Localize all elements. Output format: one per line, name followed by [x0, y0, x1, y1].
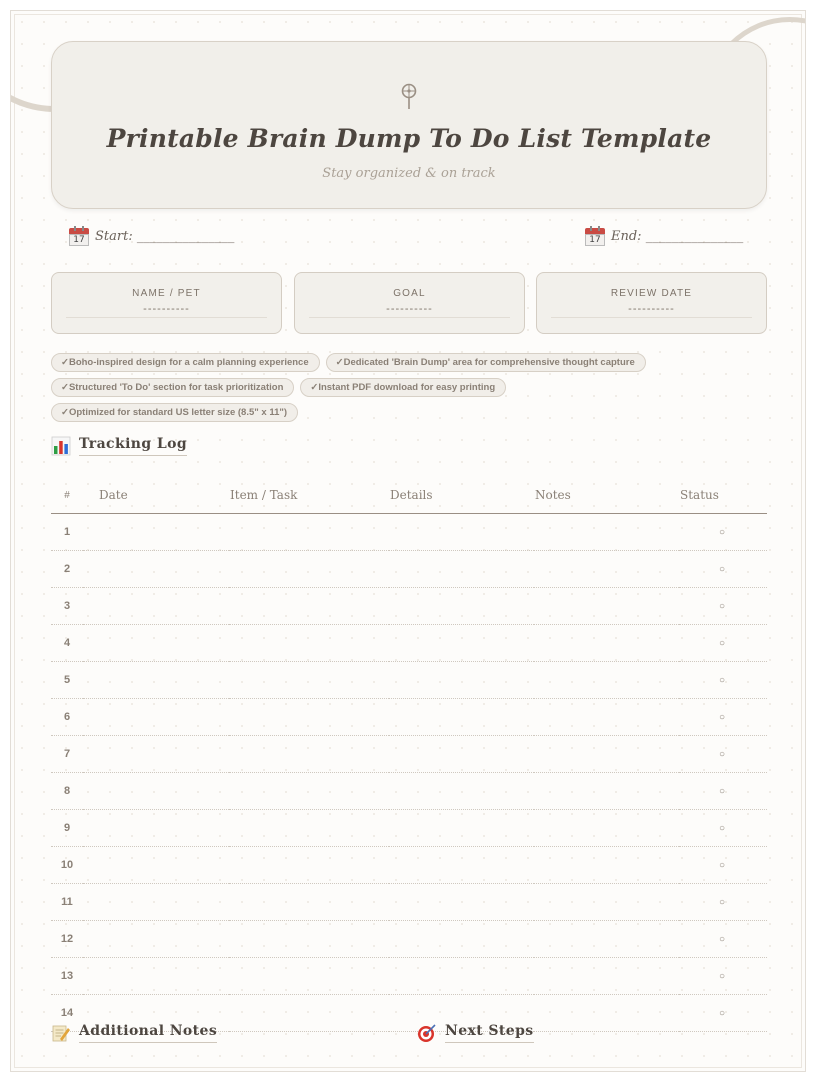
review-date-field[interactable] — [536, 272, 767, 334]
cell-date[interactable] — [83, 884, 229, 921]
cell-notes[interactable] — [534, 995, 679, 1032]
cell-item[interactable] — [229, 810, 389, 847]
info-fields — [51, 272, 767, 334]
name-pet-field[interactable] — [51, 272, 282, 334]
table-body — [51, 514, 767, 1032]
notes-heading — [51, 1023, 217, 1043]
cell-notes[interactable] — [534, 921, 679, 958]
cell-date[interactable] — [83, 810, 229, 847]
cell-item[interactable] — [229, 514, 389, 551]
row-number: 2 — [51, 551, 83, 588]
cell-notes[interactable] — [534, 958, 679, 995]
cell-date[interactable] — [83, 551, 229, 588]
table-row[interactable] — [51, 662, 767, 699]
cell-details[interactable] — [389, 958, 534, 995]
table-row[interactable] — [51, 736, 767, 773]
feature-tag: ✓Dedicated 'Brain Dump' area for comprehensive thought capture — [326, 353, 646, 372]
status-circle[interactable]: ○ — [679, 958, 767, 995]
cell-date[interactable] — [83, 588, 229, 625]
row-number: 10 — [51, 847, 83, 884]
cell-date[interactable] — [83, 736, 229, 773]
cell-date[interactable] — [83, 921, 229, 958]
status-circle[interactable]: ○ — [679, 921, 767, 958]
cell-details[interactable] — [389, 625, 534, 662]
status-circle[interactable]: ○ — [679, 810, 767, 847]
section-title: Additional Notes — [79, 1023, 217, 1043]
field-label: REVIEW DATE — [610, 288, 693, 299]
cell-notes[interactable] — [534, 588, 679, 625]
section-title: Next Steps — [445, 1023, 534, 1043]
cell-details[interactable] — [389, 884, 534, 921]
table-row[interactable] — [51, 884, 767, 921]
row-number: 7 — [51, 736, 83, 773]
col-date: Date — [83, 477, 229, 514]
field-label: NAME / PET — [132, 288, 201, 299]
cell-details[interactable] — [389, 847, 534, 884]
status-circle[interactable]: ○ — [679, 736, 767, 773]
next-steps-heading — [417, 1023, 534, 1043]
table-row[interactable] — [51, 921, 767, 958]
col-number: # — [51, 477, 83, 514]
cell-details[interactable] — [389, 551, 534, 588]
status-circle[interactable]: ○ — [679, 884, 767, 921]
cell-item[interactable] — [229, 995, 389, 1032]
cell-date[interactable] — [83, 625, 229, 662]
feature-tag: ✓Boho-inspired design for a calm planning experience — [51, 353, 320, 372]
page — [10, 10, 806, 1072]
cell-notes[interactable] — [534, 736, 679, 773]
status-circle[interactable]: ○ — [679, 847, 767, 884]
cell-date[interactable] — [83, 958, 229, 995]
cell-notes[interactable] — [534, 884, 679, 921]
table-row[interactable] — [51, 625, 767, 662]
cell-details[interactable] — [389, 514, 534, 551]
cell-details[interactable] — [389, 773, 534, 810]
cell-date[interactable] — [83, 514, 229, 551]
cell-details[interactable] — [389, 921, 534, 958]
cell-notes[interactable] — [534, 847, 679, 884]
cell-notes[interactable] — [534, 662, 679, 699]
table-row[interactable] — [51, 514, 767, 551]
cell-notes[interactable] — [534, 699, 679, 736]
cell-date[interactable] — [83, 773, 229, 810]
table-row[interactable] — [51, 847, 767, 884]
col-status: Status — [679, 477, 767, 514]
cell-notes[interactable] — [534, 773, 679, 810]
row-number: 13 — [51, 958, 83, 995]
table-row[interactable] — [51, 810, 767, 847]
cell-item[interactable] — [229, 884, 389, 921]
cell-details[interactable] — [389, 810, 534, 847]
cell-item[interactable] — [229, 699, 389, 736]
table-header-row — [51, 477, 767, 514]
col-details: Details — [389, 477, 534, 514]
tracking-log-heading — [51, 436, 187, 456]
row-number: 4 — [51, 625, 83, 662]
status-circle[interactable]: ○ — [679, 625, 767, 662]
calendar-icon: 17 — [585, 226, 605, 246]
target-icon — [417, 1023, 437, 1043]
field-label: GOAL — [393, 288, 426, 299]
row-number: 14 — [51, 995, 83, 1032]
field-value: ---------- — [551, 303, 752, 318]
section-title: Tracking Log — [79, 436, 187, 456]
page-subtitle: Stay organized & on track — [322, 166, 496, 181]
status-circle[interactable]: ○ — [679, 514, 767, 551]
tracking-table — [51, 477, 767, 1032]
status-circle[interactable]: ○ — [679, 773, 767, 810]
feature-tags — [51, 353, 767, 428]
field-value: ---------- — [66, 303, 267, 318]
row-number: 1 — [51, 514, 83, 551]
cell-item[interactable] — [229, 847, 389, 884]
cell-details[interactable] — [389, 662, 534, 699]
status-circle[interactable]: ○ — [679, 995, 767, 1032]
header-card — [51, 41, 767, 209]
cell-item[interactable] — [229, 921, 389, 958]
cell-details[interactable] — [389, 736, 534, 773]
cell-details[interactable] — [389, 588, 534, 625]
cell-notes[interactable] — [534, 625, 679, 662]
row-number: 3 — [51, 588, 83, 625]
cell-item[interactable] — [229, 773, 389, 810]
calendar-icon: 17 — [69, 226, 89, 246]
status-circle[interactable]: ○ — [679, 662, 767, 699]
row-number: 9 — [51, 810, 83, 847]
col-notes: Notes — [534, 477, 679, 514]
cell-item[interactable] — [229, 958, 389, 995]
cell-notes[interactable] — [534, 551, 679, 588]
row-number: 6 — [51, 699, 83, 736]
row-number: 5 — [51, 662, 83, 699]
end-date[interactable] — [585, 223, 743, 249]
row-number: 11 — [51, 884, 83, 921]
bar-chart-icon — [51, 436, 71, 456]
start-date[interactable] — [69, 223, 234, 249]
end-date-label: End: _______________ — [611, 228, 744, 244]
cell-details[interactable] — [389, 699, 534, 736]
table-row[interactable] — [51, 699, 767, 736]
row-number: 12 — [51, 921, 83, 958]
status-circle[interactable]: ○ — [679, 699, 767, 736]
cell-date[interactable] — [83, 847, 229, 884]
cell-date[interactable] — [83, 699, 229, 736]
table-row[interactable] — [51, 551, 767, 588]
feature-tag: ✓Optimized for standard US letter size (8.5" x 11") — [51, 403, 298, 422]
col-item: Item / Task — [229, 477, 389, 514]
cell-item[interactable] — [229, 588, 389, 625]
start-date-label: Start: _______________ — [95, 228, 235, 244]
row-number: 8 — [51, 773, 83, 810]
cell-item[interactable] — [229, 736, 389, 773]
field-value: ---------- — [309, 303, 510, 318]
cell-notes[interactable] — [534, 514, 679, 551]
cell-item[interactable] — [229, 662, 389, 699]
status-circle[interactable]: ○ — [679, 588, 767, 625]
feature-tag: ✓Instant PDF download for easy printing — [300, 378, 506, 397]
table-row[interactable] — [51, 958, 767, 995]
goal-field[interactable] — [294, 272, 525, 334]
cell-item[interactable] — [229, 625, 389, 662]
cell-notes[interactable] — [534, 810, 679, 847]
memo-icon — [51, 1023, 71, 1043]
pin-icon — [400, 82, 418, 112]
table-row[interactable] — [51, 588, 767, 625]
table-row[interactable] — [51, 773, 767, 810]
cell-date[interactable] — [83, 662, 229, 699]
feature-tag: ✓Structured 'To Do' section for task prioritization — [51, 378, 294, 397]
status-circle[interactable]: ○ — [679, 551, 767, 588]
cell-item[interactable] — [229, 551, 389, 588]
page-title: Printable Brain Dump To Do List Template — [106, 124, 712, 153]
